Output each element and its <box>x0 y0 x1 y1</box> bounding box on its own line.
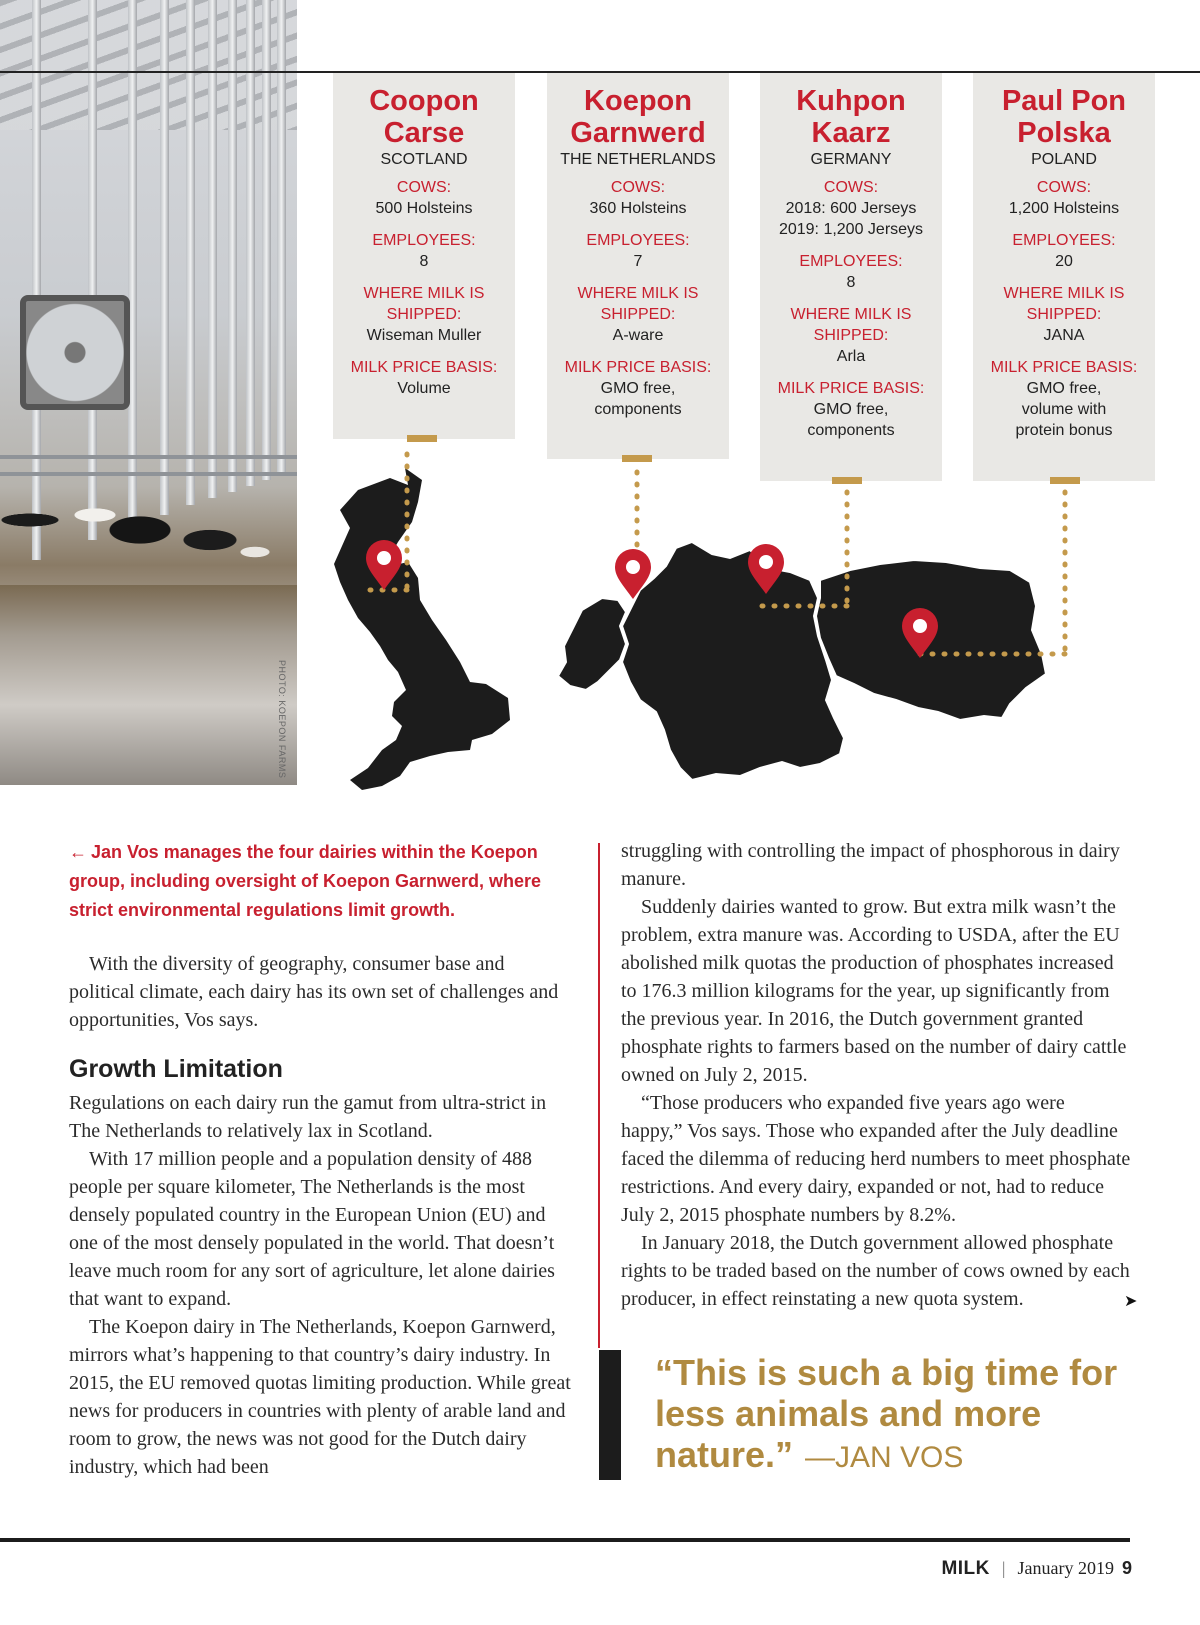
page-footer <box>941 1558 1132 1580</box>
price-value: GMO free, components <box>594 380 682 418</box>
employees-value: 7 <box>633 253 643 270</box>
dairy-country: THE NETHERLANDS <box>560 151 716 168</box>
dairy-card-paul-pon-polska <box>973 73 1155 481</box>
employees-label: EMPLOYEES: <box>1012 232 1116 249</box>
quote-bar <box>599 1350 621 1480</box>
article-right-column <box>621 837 1131 1313</box>
pull-quote-attribution: —JAN VOS <box>805 1441 964 1474</box>
dairy-name: Kuhpon Kaarz <box>796 85 906 149</box>
paragraph: struggling with controlling the impact of phosphorous in dairy manure. <box>621 840 1120 890</box>
dairy-card-koepon-garnwerd <box>547 73 729 459</box>
employees-label: EMPLOYEES: <box>586 232 690 249</box>
price-label: MILK PRICE BASIS: <box>777 380 925 397</box>
cows-value: 1,200 Holsteins <box>1008 200 1120 217</box>
paragraph: “Those producers who expanded five years ago were happy,” Vos says. Those who expanded after the July deadline faced the dilemma of reducing herd numbers to meet phosphate restrictions. And every dairy, expanded or not, had to reduce July 2, 2015 phosphate numbers by 8.2%. <box>621 1092 1131 1226</box>
pull-quote <box>655 1352 1175 1478</box>
section-heading: Growth Limitation <box>69 1055 283 1083</box>
issue-date: January 2019 <box>1017 1558 1114 1578</box>
cows-label: COWS: <box>823 179 879 196</box>
dairy-card-kuhpon-kaarz <box>760 73 942 481</box>
dairy-name: Paul Pon Polska <box>1001 85 1127 149</box>
paragraph: The Koepon dairy in The Netherlands, Koepon Garnwerd, mirrors what’s happening to that country’s dairy industry. In 2015, the EU removed quotas limiting production. While great news for producers in countries with plenty of arable land and room to grow, the news was not good for the Dutch dairy industry, which had been <box>69 1316 571 1478</box>
employees-value: 20 <box>1055 253 1073 270</box>
employees-value: 8 <box>846 274 856 291</box>
cows-value: 500 Holsteins <box>375 200 473 217</box>
page-number: 9 <box>1121 1558 1132 1578</box>
caption-text: Jan Vos manages the four dairies within the Koepon group, including oversight of Koepon Garnwerd, where strict environmental regulations limit growth. <box>69 842 542 920</box>
employees-label: EMPLOYEES: <box>372 232 476 249</box>
paragraph: With 17 million people and a population density of 488 people per square kilometer, The Netherlands is the most densely populated country in the European Union (EU) and one of the most densely populated in the world. That doesn’t leave much room for any sort of agriculture, let alone dairies that want to expand. <box>69 1148 555 1310</box>
europe-map <box>320 450 1180 820</box>
paragraph: Suddenly dairies wanted to grow. But extra milk wasn’t the problem, extra manure was. According to USDA, after the EU abolished milk quotas the production of phosphates increased to 176.3 million kilograms for the year, up significantly from the previous year. In 2016, the Dutch government granted phosphate rights to farmers based on the number of dairy cattle owned on July 2, 2015. <box>621 896 1127 1086</box>
shipped-label: WHERE MILK IS SHIPPED: <box>363 285 485 323</box>
article-intro <box>69 950 574 1034</box>
column-divider <box>598 843 600 1348</box>
price-value: GMO free, components <box>807 401 895 439</box>
price-label: MILK PRICE BASIS: <box>350 359 498 376</box>
employees-label: EMPLOYEES: <box>799 253 903 270</box>
shipped-label: WHERE MILK IS SHIPPED: <box>577 285 699 323</box>
map-great-britain <box>334 468 510 790</box>
cows-label: COWS: <box>396 179 452 196</box>
arrow-left-icon: ← <box>69 842 87 862</box>
dairy-country: GERMANY <box>810 151 892 168</box>
price-label: MILK PRICE BASIS: <box>990 359 1138 376</box>
footer-separator: | <box>1001 1558 1006 1578</box>
dairy-name: Coopon Carse <box>369 85 479 149</box>
dairy-country: SCOTLAND <box>380 151 468 168</box>
paragraph: In January 2018, the Dutch government allowed phosphate rights to be traded based on the number of cows owned by each producer, in effect reinstating a new quota system. <box>621 1232 1130 1310</box>
shipped-value: A-ware <box>612 327 664 344</box>
photo-caption <box>69 838 579 925</box>
dairy-country: POLAND <box>1031 151 1097 168</box>
map-germany <box>622 542 844 780</box>
price-value: GMO free, volume with protein bonus <box>1015 380 1113 439</box>
paragraph: With the diversity of geography, consumer base and political climate, each dairy has its own set of challenges and opportunities, Vos says. <box>69 953 559 1031</box>
shipped-value: JANA <box>1043 327 1085 344</box>
price-label: MILK PRICE BASIS: <box>564 359 712 376</box>
photo-credit: PHOTO: KOEPON FARMS <box>277 660 287 779</box>
cows-label: COWS: <box>610 179 666 196</box>
map-netherlands <box>558 598 626 690</box>
paragraph: Regulations on each dairy run the gamut from ultra-strict in The Netherlands to relatively lax in Scotland. <box>69 1092 547 1142</box>
shipped-value: Arla <box>836 348 866 365</box>
shipped-label: WHERE MILK IS SHIPPED: <box>1003 285 1125 323</box>
barn-cows-photo <box>0 0 297 785</box>
cows-label: COWS: <box>1036 179 1092 196</box>
magazine-logo: MILK <box>941 1558 990 1579</box>
dairy-name: Koepon Garnwerd <box>570 85 706 149</box>
cows-value: 2018: 600 Jerseys 2019: 1,200 Jerseys <box>778 200 924 238</box>
employees-value: 8 <box>419 253 429 270</box>
dairy-card-coopon-carse <box>333 73 515 439</box>
cows-value: 360 Holsteins <box>589 200 687 217</box>
barn-fan-icon <box>20 295 130 410</box>
shipped-label: WHERE MILK IS SHIPPED: <box>790 306 912 344</box>
connector-tick <box>407 435 437 442</box>
article-left-column <box>69 1089 574 1481</box>
pull-quote-text: “This is such a big time for less animals and more nature.” <box>655 1352 1118 1475</box>
footer-rule <box>0 1538 1130 1542</box>
continue-arrow-icon: ➤ <box>1124 1291 1138 1310</box>
shipped-value: Wiseman Muller <box>366 327 482 344</box>
price-value: Volume <box>397 380 451 397</box>
